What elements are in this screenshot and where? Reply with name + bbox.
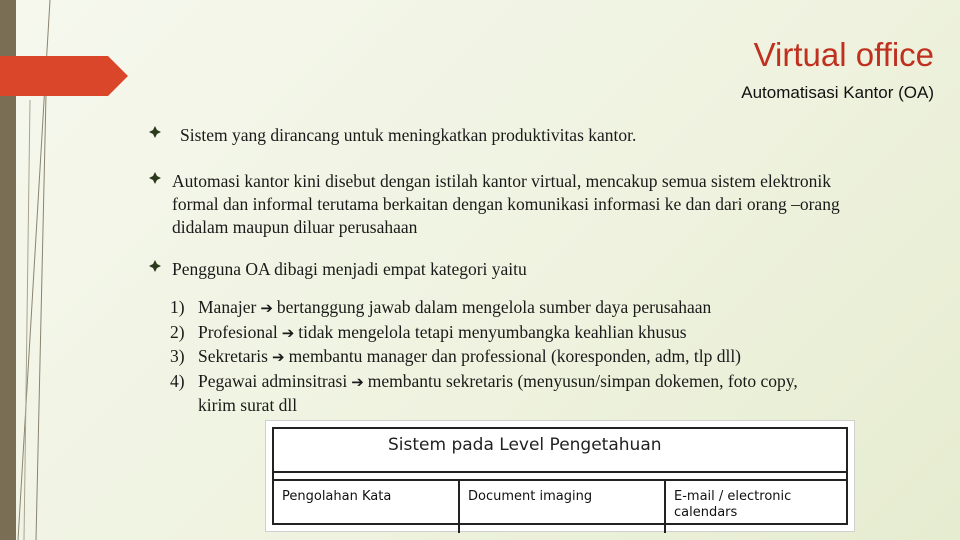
table-row [274,479,846,533]
category-role: Pegawai adminsitrasi [198,370,348,391]
category-description: bertanggung jawab dalam mengelola sumber daya perusahaan [276,297,712,317]
diamond-bullet-icon [148,125,162,139]
list-item [170,345,830,370]
diamond-bullet-icon [148,171,162,185]
table-frame [272,427,848,525]
slide-title: Virtual office [753,36,934,73]
list-number: 3) [170,346,185,366]
list-number: 2) [170,321,185,342]
category-role: Sekretaris [198,346,268,366]
table-cell: Document imaging [460,481,666,533]
accent-arrow-tab [0,56,128,96]
arrow-right-icon: ➔ [351,372,364,391]
category-description: membantu sekretaris (menyusun/simpan dokemen, foto copy, kirim surat dll [198,370,798,415]
bullet-text: Pengguna OA dibagi menjadi empat kategori yaitu [172,259,527,279]
list-item [170,321,830,346]
arrow-right-icon: ➔ [271,348,285,366]
category-role: Manajer [198,297,257,317]
bullet-text: Automasi kantor kini disebut dengan istilah kantor virtual, mencakup semua sistem elektronik formal dan informal terutama berkaitan dengan komunikasi informasi ke dan dari orang –orang didalam maupun diluar perusahaan [172,171,840,237]
table-cell: Pengolahan Kata [274,481,460,533]
bullet-item [148,124,636,147]
category-description: membantu manager dan professional (koresponden, adm, tlp dll) [288,346,742,366]
diamond-bullet-icon [148,259,162,273]
category-description: tidak mengelola tetapi menyumbangka keahlian khusus [298,321,687,342]
slide-subtitle: Automatisasi Kantor (OA) [741,83,934,102]
category-list [170,296,830,418]
arrow-right-icon: ➔ [281,323,295,342]
table-header [274,429,846,473]
list-number: 4) [170,370,185,391]
knowledge-level-systems-table [265,420,855,532]
bullet-item [148,170,848,239]
arrow-right-icon: ➔ [260,299,273,317]
table-cell: E-mail / electronic calendars [674,489,792,520]
list-item [170,370,830,418]
table-header-text: Sistem pada Level Pengetahuan [388,435,662,455]
list-number: 1) [170,297,185,317]
category-role: Profesional [198,321,278,342]
bullet-text: Sistem yang dirancang untuk meningkatkan produktivitas kantor. [180,125,637,145]
list-item [170,296,830,321]
bullet-item [148,258,527,281]
